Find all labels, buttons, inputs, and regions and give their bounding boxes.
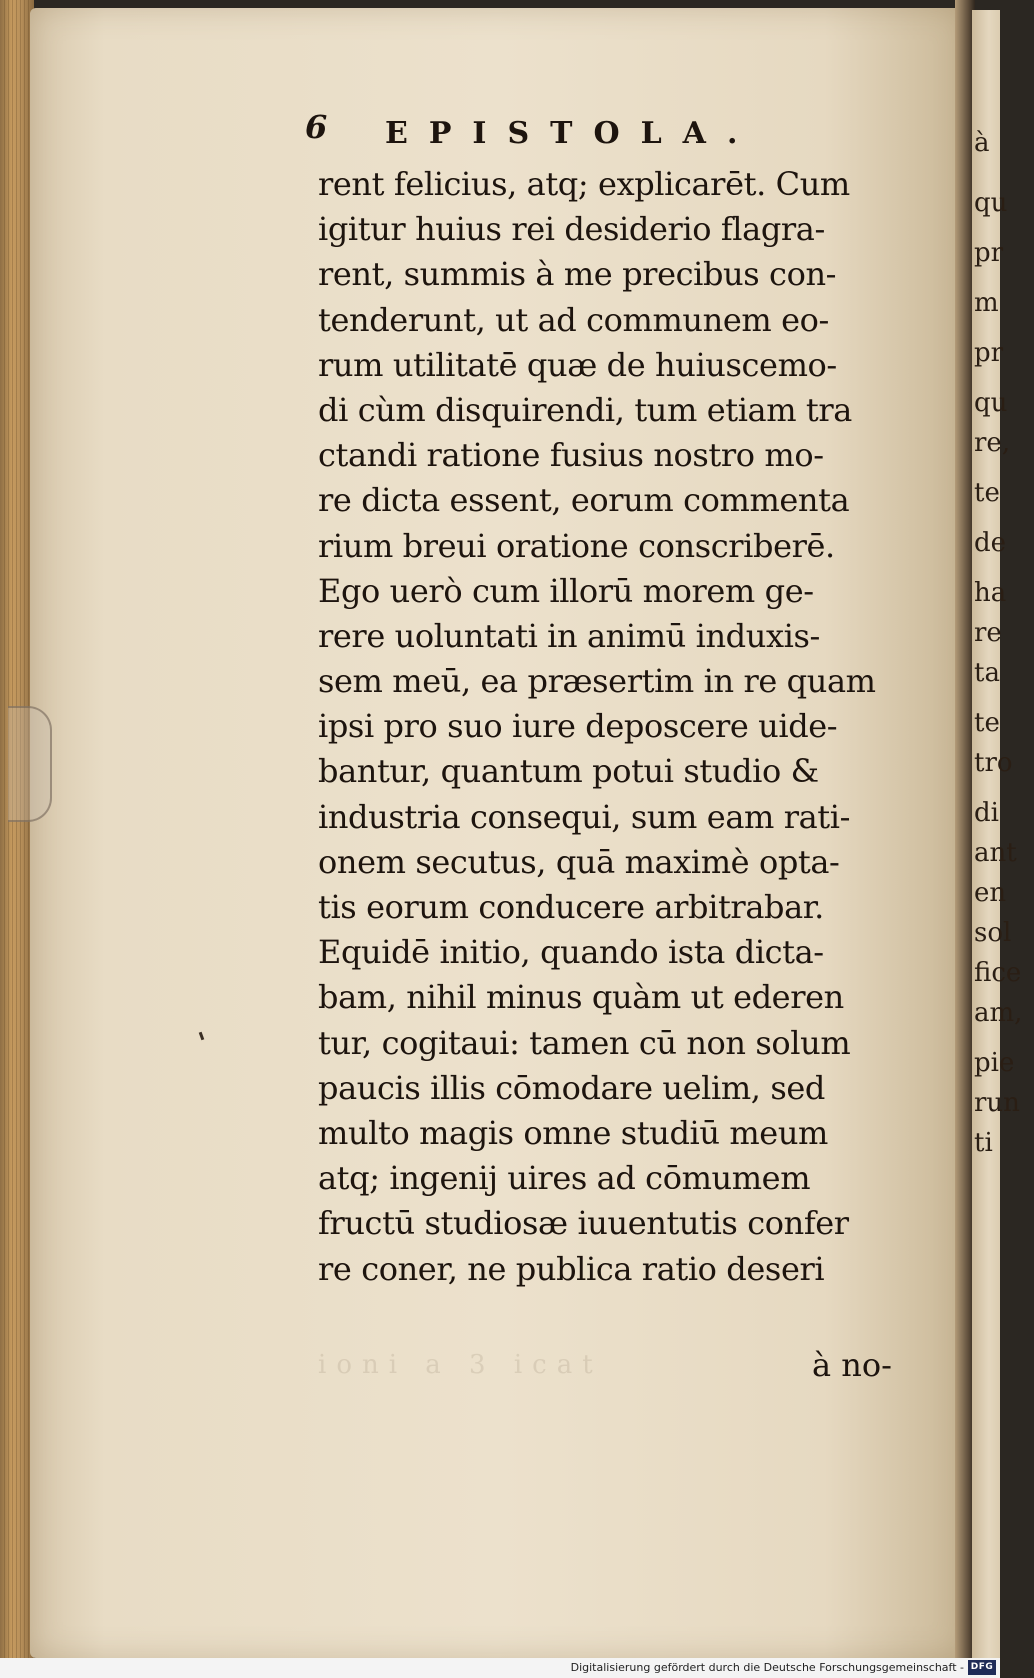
facing-page-fragment: di [974,798,999,828]
facing-page-fragment: ant [974,838,1017,868]
body-text [318,162,888,1292]
text-line: sem meū, ea præsertim in re quam [318,662,876,701]
text-line: onem secutus, quā maximè opta- [318,842,840,881]
text-line: tenderunt, ut ad communem eo- [318,300,829,339]
text-line: paucis illis cōmodare uelim, sed [318,1068,825,1107]
facing-page-fragment: sol [974,918,1012,948]
footer-strip [0,1658,1000,1678]
text-line: re dicta essent, eorum commenta [318,481,850,520]
facing-page-fragment: à [974,128,990,158]
text-line: re coner, ne publica ratio deseri [318,1249,825,1288]
text-line: tur, cogitaui: tamen cū non solum [318,1023,851,1062]
facing-page-fragment: am, [974,998,1023,1028]
text-line: ctandi ratione fusius nostro mo- [318,436,824,475]
page-header [305,108,775,158]
dfg-logo: DFG [968,1660,996,1675]
text-line: rium breui oratione conscriberē. [318,526,835,565]
facing-page-fragment: en [974,878,1007,908]
page-number: 6 [305,108,328,146]
facing-page-fragment: ha [974,578,1007,608]
text-line: fructū studiosæ iuuentutis confer [318,1204,849,1243]
facing-page-fragment: re, [974,428,1011,458]
text-line: bam, nihil minus quàm ut ederen [318,978,844,1017]
facing-page-fragment: te [974,708,1000,738]
facing-page-fragment: re [974,618,1002,648]
text-line: ipsi pro suo iure deposcere uide- [318,707,838,746]
facing-page-fragment: ti [974,1128,993,1158]
text-line: bantur, quantum potui studio & [318,752,819,791]
text-line: rum utilitatē quæ de huiuscemo- [318,345,837,384]
facing-page-fragment: qu [974,388,1008,418]
facing-page-fragment: run [974,1088,1020,1118]
facing-page-fragment: qu [974,188,1008,218]
facing-page-fragment: pie [974,1048,1015,1078]
facing-page-fragment: pr [974,338,1004,368]
facing-page-fragment: fice [974,958,1022,988]
text-line: atq; ingenij uires ad cōmumem [318,1159,811,1198]
page-stack-lines [4,0,30,1660]
text-line: di cùm disquirendi, tum etiam tra [318,390,852,429]
text-line: industria consequi, sum eam rati- [318,797,850,836]
text-line: Ego uerò cum illorū morem ge- [318,571,814,610]
facing-page-fragment: m [974,288,999,318]
catchword: à no- [812,1346,892,1384]
facing-page-edge [972,10,1023,1660]
text-line: igitur huius rei desiderio flagra- [318,210,825,249]
facing-page-fragment: te [974,478,1000,508]
page-clip [8,706,52,822]
text-line: rent felicius, atq; explicarēt. Cum [318,165,850,203]
text-line: multo magis omne studiū meum [318,1113,828,1152]
facing-page-fragment: de [974,528,1007,558]
facing-page-fragment: pr [974,238,1004,268]
text-line: rere uoluntati in animū induxis- [318,616,820,655]
running-head: EPISTOLA. [385,116,759,151]
facing-page-fragment: tro [974,748,1013,778]
text-line: Equidē initio, quando ista dicta- [318,933,824,972]
digitization-credit: Digitalisierung gefördert durch die Deutsche Forschungsgemeinschaft - [570,1661,964,1674]
text-line: tis eorum conducere arbitrabar. [318,888,824,926]
ink-show-through: ioni a 3 icat [318,1350,603,1380]
facing-page-fragment: ta [974,658,1000,688]
text-line: rent, summis à me precibus con- [318,255,837,294]
